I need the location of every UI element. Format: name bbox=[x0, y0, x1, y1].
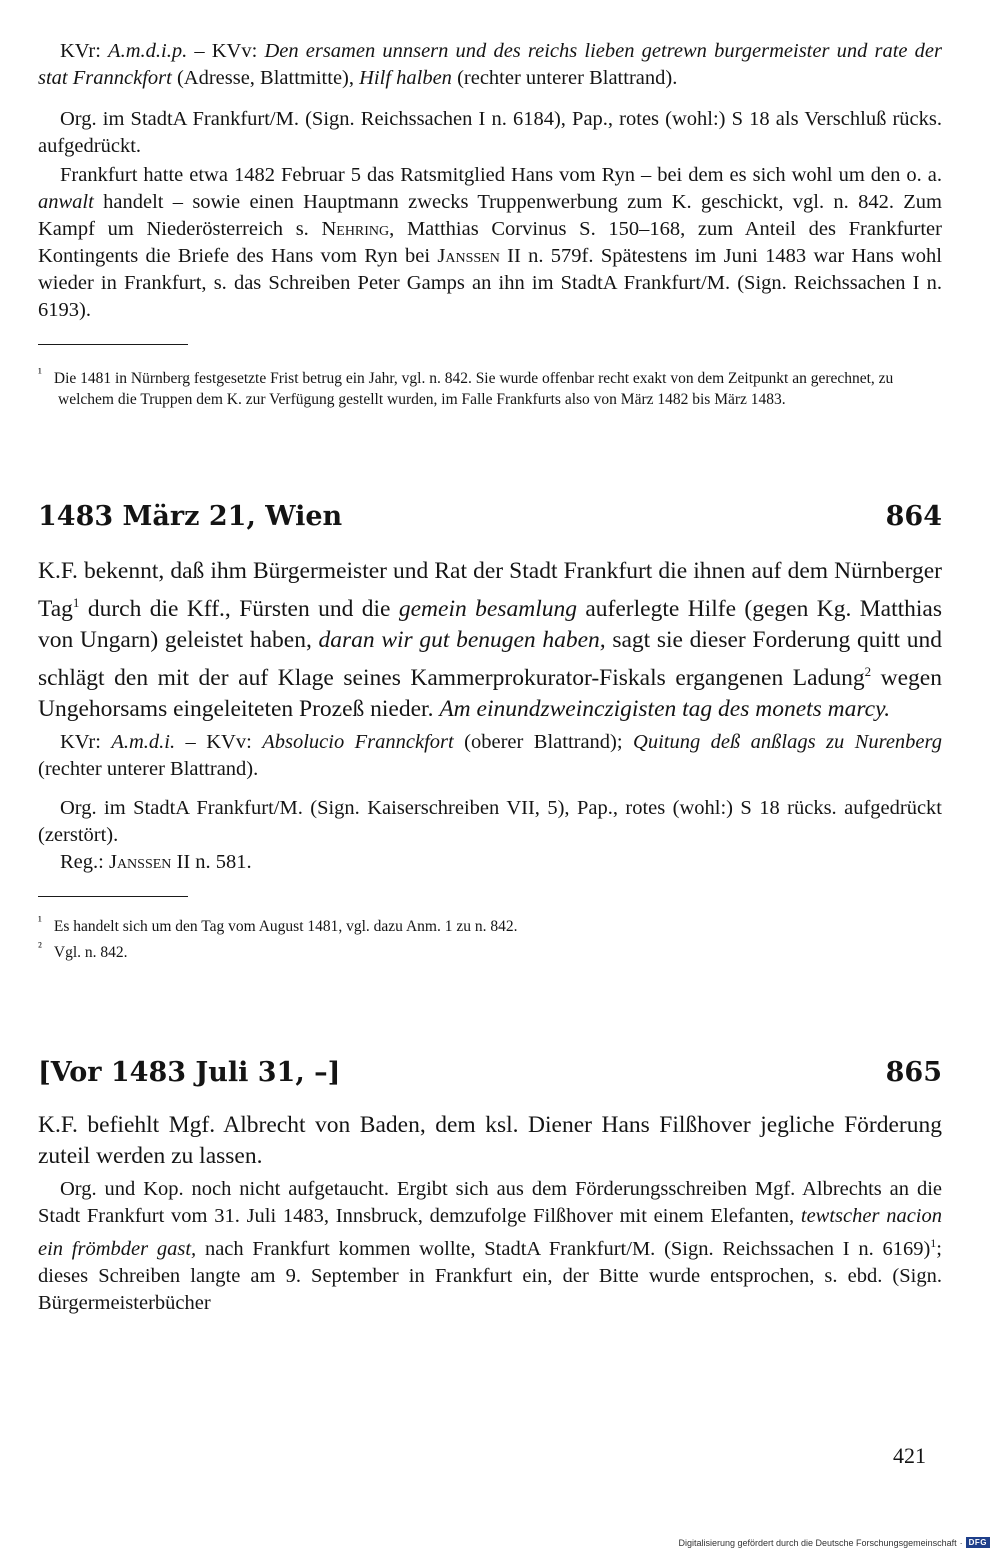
entry-heading-865 bbox=[38, 1056, 942, 1090]
footnote-864-1: $^{^1}$ Es handelt sich um den Tag vom August 1481, vgl. dazu Anm. 1 zu n. 842. bbox=[38, 912, 518, 935]
entry-number: 864 bbox=[885, 501, 942, 533]
entry-date-place: [Vor 1483 Juli 31, –] bbox=[38, 1057, 341, 1089]
footnote-864-2: $^{^2}$ Vgl. n. 842. bbox=[38, 939, 128, 962]
archive-note-prev: Org. im StadtA Frankfurt/M. (Sign. Reichssachen I n. 6184), Pap., rotes (wohl:) S 18 als Verschluß rücks. aufgedrückt. bbox=[38, 108, 942, 157]
kvr-line-prev: KVr: A.m.d.i.p. – KVv: Den ersamen unnsern und des reichs lieben getrewn burgermeister und rate der stat Frannckfort (Adresse, Blattmitte), Hilf halben (rechter unterer Blattrand). bbox=[38, 40, 942, 89]
register-note-864: Reg.: Janssen II n. 581. bbox=[60, 850, 252, 873]
footnote-prev-1: $^{^1}$ Die 1481 in Nürnberg festgesetzte Frist betrug ein Jahr, vgl. n. 842. Sie wurde offenbar recht exakt von dem Zeitpunkt an gerechnet, zu welchem die Truppen dem K. zur Verfügung gestellt wurden, im Falle Frankfurts also von März 1482 bis März 1483. bbox=[38, 365, 894, 408]
credit-text: Digitalisierung gefördert durch die Deutsche Forschungsgemeinschaft bbox=[678, 1537, 957, 1548]
entry-date-place: 1483 März 21, Wien bbox=[38, 501, 343, 533]
regest-865: K.F. befiehlt Mgf. Albrecht von Baden, dem ksl. Diener Hans Filßhover jegliche Förderung zuteil werden zu lassen. bbox=[38, 1112, 942, 1170]
funding-credit: Digitalisierung gefördert durch die Deutsche Forschungsgemeinschaft · DFG bbox=[678, 1537, 990, 1548]
commentary-prev: Frankfurt hatte etwa 1482 Februar 5 das Ratsmitglied Hans vom Ryn – bei dem es sich wohl um den o. a. anwalt handelt – sowie einen Hauptmann zwecks Truppenwerbung zum K. geschickt, vgl. n. 842. Zum Kampf um Niederösterreich s. Nehring, Matthias Corvinus S. 150–168, zum Anteil des Frankfurter Kontingents die Briefe des Hans vom Ryn bei Janssen II n. 579f. Spätestens im Juni 1483 war Hans wohl wieder in Frankfurt, s. das Schreiben Peter Gamps an ihn im StadtA Frankfurt/M. (Sign. Reichssachen I n. 6193). bbox=[38, 164, 942, 321]
page-content bbox=[38, 38, 942, 1317]
entry-heading-864 bbox=[38, 500, 942, 534]
footnote-divider bbox=[38, 896, 188, 897]
footnote-divider bbox=[38, 344, 188, 345]
page-number: 421 bbox=[893, 1443, 926, 1468]
kvr-line-864: KVr: A.m.d.i. – KVv: Absolucio Frannckfort (oberer Blattrand); Quitung deß anßlags zu Nurenberg (rechter unterer Blattrand). bbox=[38, 730, 942, 780]
archive-note-865: Org. und Kop. noch nicht aufgetaucht. Ergibt sich aus dem Förderungsschreiben Mgf. Albrechts an die Stadt Frankfurt vom 31. Juli 1483, Innsbruck, demzufolge Filßhover mit einem Elefanten, tewtscher nacion ein frömbder gast, nach Frankfurt kommen wollte, StadtA Frankfurt/M. (Sign. Reichssachen I n. 6169)$^1$; dieses Schreiben langte am 9. September in Frankfurt ein, der Bitte wurde entsprochen, s. ebd. (Sign. Bürgermeisterbücher bbox=[38, 1178, 942, 1314]
archive-note-864: Org. im StadtA Frankfurt/M. (Sign. Kaiserschreiben VII, 5), Pap., rotes (wohl:) S 18 rücks. aufgedrückt (zerstört). bbox=[38, 796, 942, 846]
entry-number: 865 bbox=[885, 1057, 942, 1089]
dfg-logo-icon: DFG bbox=[966, 1537, 990, 1548]
regest-864: K.F. bekennt, daß ihm Bürgermeister und Rat der Stadt Frankfurt die ihnen auf dem Nürnberger Tag$^1$ durch die Kff., Fürsten und die gemein besamlung auferlegte Hilfe (gegen Kg. Matthias von Ungarn) geleistet haben, daran wir gut benugen haben, sagt sie dieser Forderung quitt und schlägt den mit der auf Klage seines Kammerprokurator-Fiskals ergangenen Ladung$^2$ wegen Ungehorsams eingeleiteten Prozeß nieder. Am einundzweinczigisten tag des monets marcy. bbox=[38, 558, 942, 722]
